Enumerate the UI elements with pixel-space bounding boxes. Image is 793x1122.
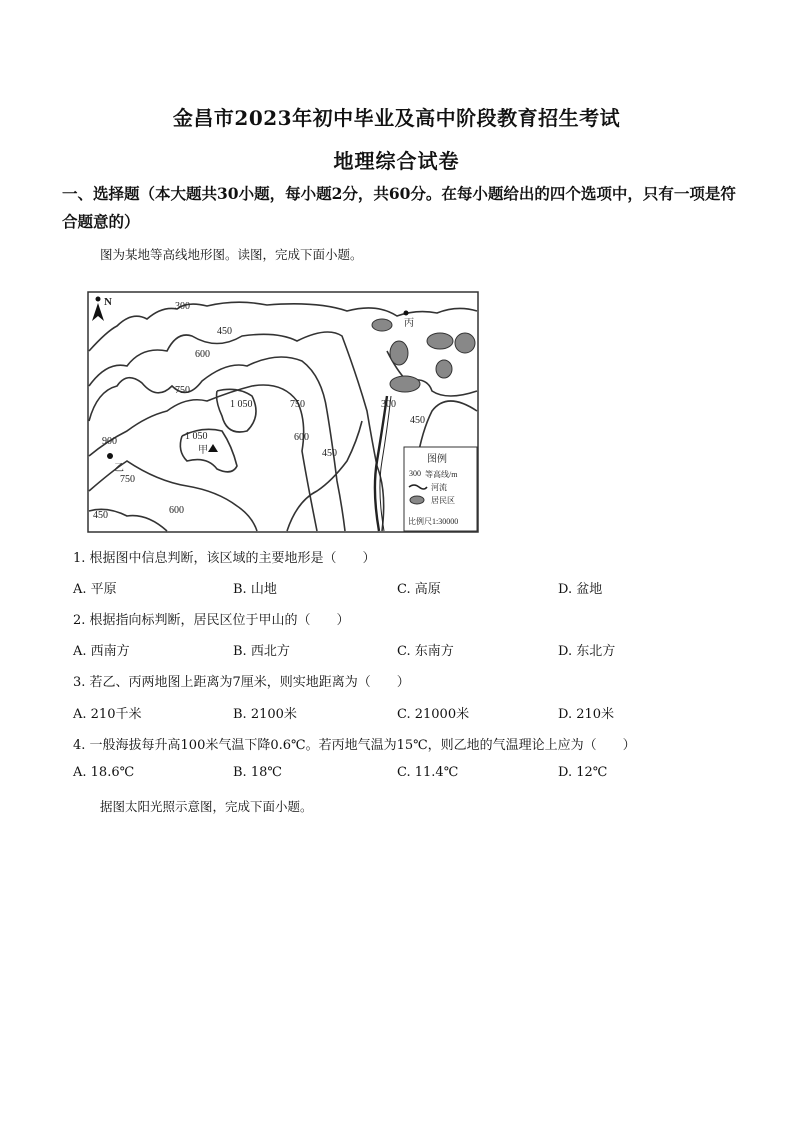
svg-text:N: N <box>104 296 112 308</box>
svg-text:图例: 图例 <box>427 454 447 465</box>
sunlight-intro-text: 据图太阳光照示意图，完成下面小题。 <box>100 799 313 814</box>
svg-text:等高线/m: 等高线/m <box>425 470 458 479</box>
svg-text:河流: 河流 <box>431 483 447 492</box>
contour-map <box>87 291 479 533</box>
exam-title: 金昌市2023年初中毕业及高中阶段教育招生考试 <box>172 106 621 130</box>
q3-option-d[interactable]: D. 210米 <box>558 707 615 722</box>
svg-text:丙: 丙 <box>404 318 414 329</box>
svg-text:1 050: 1 050 <box>185 431 208 442</box>
svg-text:甲: 甲 <box>198 445 208 456</box>
question-3: 3. 若乙、丙两地图上距离为7厘米，则实地距离为（ ） <box>73 675 410 690</box>
svg-text:750: 750 <box>290 399 305 410</box>
question-2: 2. 根据指向标判断，居民区位于甲山的（ ） <box>73 613 350 628</box>
svg-text:600: 600 <box>195 349 210 360</box>
svg-text:300: 300 <box>175 301 190 312</box>
q3-option-a[interactable]: A. 210千米 <box>73 707 142 722</box>
q1-option-b[interactable]: B. 山地 <box>233 582 277 597</box>
q2-option-b[interactable]: B. 西北方 <box>233 644 290 659</box>
svg-text:比例尺1:30000: 比例尺1:30000 <box>408 517 459 526</box>
q4-option-c[interactable]: C. 11.4℃ <box>397 765 459 780</box>
section-heading: 一、选择题（本大题共30小题，每小题2分，共60分。在每小题给出的四个选项中，只有一项是符合题意的） <box>62 184 736 231</box>
svg-text:450: 450 <box>322 448 337 459</box>
svg-text:乙: 乙 <box>114 463 124 474</box>
q1-option-d[interactable]: D. 盆地 <box>558 582 603 597</box>
q2-option-a[interactable]: A. 西南方 <box>73 644 130 659</box>
svg-text:750: 750 <box>120 474 135 485</box>
svg-text:600: 600 <box>169 505 184 516</box>
svg-text:450: 450 <box>217 326 232 337</box>
question-1: 1. 根据图中信息判断，该区域的主要地形是（ ） <box>73 551 376 566</box>
svg-text:900: 900 <box>102 436 117 447</box>
svg-text:450: 450 <box>93 510 108 521</box>
q1-option-c[interactable]: C. 高原 <box>397 582 441 597</box>
q4-option-a[interactable]: A. 18.6℃ <box>73 765 135 780</box>
svg-text:450: 450 <box>410 415 425 426</box>
q3-option-b[interactable]: B. 2100米 <box>233 707 297 722</box>
q4-option-b[interactable]: B. 18℃ <box>233 765 282 780</box>
question-4: 4. 一般海拔每升高100米气温下降0.6℃。若丙地气温为15℃，则乙地的气温理论上应为（ ） <box>73 738 636 753</box>
svg-text:600: 600 <box>294 432 309 443</box>
q4-option-d[interactable]: D. 12℃ <box>558 765 608 780</box>
svg-text:300: 300 <box>381 399 396 410</box>
svg-text:居民区: 居民区 <box>431 496 455 505</box>
q3-option-c[interactable]: C. 21000米 <box>397 707 470 722</box>
q2-option-c[interactable]: C. 东南方 <box>397 644 454 659</box>
map-intro-text: 图为某地等高线地形图。读图，完成下面小题。 <box>100 247 363 262</box>
svg-text:300: 300 <box>409 469 421 478</box>
svg-text:1 050: 1 050 <box>230 399 253 410</box>
q2-option-d[interactable]: D. 东北方 <box>558 644 616 659</box>
exam-subtitle: 地理综合试卷 <box>333 149 460 173</box>
svg-text:750: 750 <box>175 385 190 396</box>
q1-option-a[interactable]: A. 平原 <box>73 582 117 597</box>
